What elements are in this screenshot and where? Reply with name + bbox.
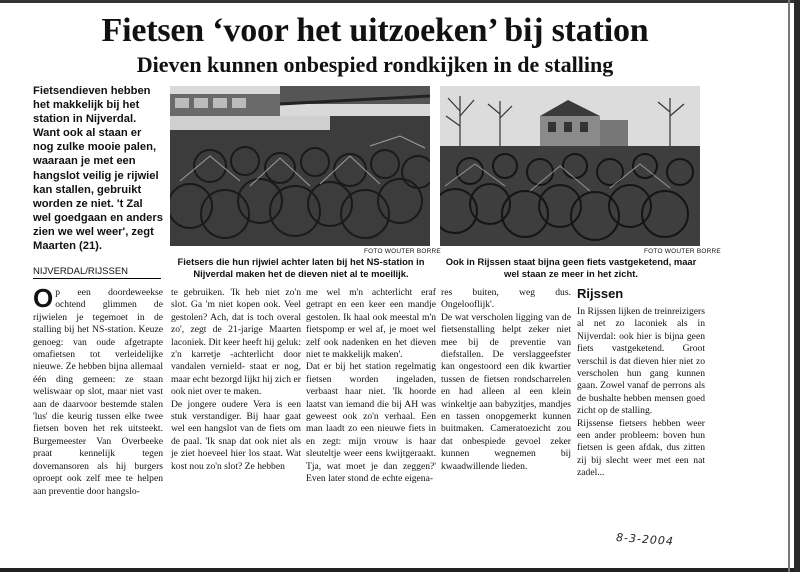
- subheadline: Dieven kunnen onbespied rondkijken in de stalling: [136, 52, 614, 77]
- photo-credit-2: FOTO WOUTER BORRE: [644, 248, 721, 255]
- photo-credit-1: FOTO WOUTER BORRE: [364, 248, 441, 255]
- handwritten-date: 8-3-2004: [615, 530, 675, 549]
- column-3-text: me wel m'n achterlicht eraf getrapt en een keer een mandje gestolen. Ik haal ook meestal m'n fietspomp er wel af, je moet wel zelf ook nadenken en het dieven niet te makkelijk maken'.: [306, 287, 436, 361]
- column-5-text: In Rijssen lijken de treinreizigers al net zo laconiek als in Nijverdal: ook hier is bijna geen fiets vastgeketend. Groot verschil is dat dieven hier niet zo verscholen hun gang kunnen gaan. Zowel vanaf de perrons als de bushalte hebben mensen goed zicht op de stalling.: [577, 306, 705, 417]
- column-3-text-b: Dat er bij het station regelmatig fietsen worden ingeladen, verbaast haar niet. 'Ik hoorde laatst van iemand die bij AH was geweest ook zo'n verhaal. Een man laadt zo een nieuwe fiets in en zegt: mijn vrouw is haar sleuteltje weer eens kwijtgeraakt. Tja, wat moet je dan zeggen?' Even later stond de echte eigena-: [306, 361, 436, 485]
- scan-edge: [794, 0, 800, 572]
- article-column-3: [306, 287, 436, 486]
- article-column-2: [171, 287, 301, 473]
- column-4-text-b: De wat verscholen ligging van de fietsenstalling helpt zeker niet mee bij de preventie van diefstallen. De verslaggeefster kan ongestoord een dik kwartier tussen de fietsen rondscharrelen en had alleen al een klein winkeltje aan babyzitjes, mandjes en tassen onopgemerkt kunnen buitmaken. Cameratoezicht zou dat onbespiede gevoel zeker kunnen wegnemen bij kwaadwillende lieden.: [441, 311, 571, 472]
- caption-2: Ook in Rijssen staat bijna geen fiets vastgeketend, maar wel staan ze meer in het zicht.: [445, 256, 697, 279]
- column-4-text: res buiten, weg dus. Ongelooflijk'.: [441, 287, 571, 311]
- headline: Fietsen ‘voor het uitzoeken’ bij station: [101, 12, 649, 49]
- section-heading-rijssen: Rijssen: [577, 286, 624, 301]
- column-1-text: p een doordeweekse ochtend glimmen de rijwielen je tegemoet in de stalling bij het NS-station. Keuze genoeg: van oude afgetrapte omafietsen tot verleidelijke nieuwe. Ze hebben bijna allemaal één ding gemeen: ze staan weliswaar op slot, maar niet vast aan de daarvoor bestemde stalen 'lus' die keurig tussen elke twee fietsen boven het rek uitsteekt. Burgemeester Van Overbeeke praat kennelijk tegen dovemansoren als hij burgers oproept ook zelf mee te helpen aan preventie door hangslo-: [33, 287, 163, 497]
- article-column-4: [441, 287, 571, 473]
- scan-edge-line: [788, 0, 790, 572]
- intro-text: Fietsendieven hebben het makkelijk bij het station in Nijverdal. Want ook al staan er nog zulke mooie palen, waaraan je met een hangslot veilig je rijwiel kan stallen, gebruikt worden ze niet. 't Zal wel goedgaan en anders zien we wel weer', zegt Maarten (21).: [33, 85, 163, 253]
- photo-nijverdal-image: [170, 86, 430, 246]
- article-column-5: [577, 306, 705, 480]
- column-5-text-b: Rijssense fietsers hebben weer een ander probleem: boven hun fietsen is geen afdak, dus zitten zij bij slecht weer met een nat zadel...: [577, 417, 705, 479]
- photo-rijssen-station: [440, 86, 700, 246]
- dropcap: O: [33, 283, 54, 313]
- column-2-text-b: De jongere oudere Vera is een stuk verstandiger. Bij haar gaat wel een hangslot van de fiets om de paal. 'Ik snap dat ook niet als je ziet hoeveel hier los staat. Wat kost nou zo'n slot? Ze hebben: [171, 398, 301, 472]
- photo-rijssen-image: [440, 86, 700, 246]
- byline: NIJVERDAL/RIJSSEN: [33, 266, 161, 279]
- article-column-1: [33, 283, 163, 498]
- caption-1: Fietsers die hun rijwiel achter laten bij het NS-station in Nijverdal maken het de dieven niet al te moeilijk.: [177, 256, 425, 279]
- column-2-text: te gebruiken. 'Ik heb niet zo'n slot. Ga 'm niet kopen ook. Veel gestolen? Ach, dat is toch overal zo', zegt de 21-jarige Maarten laconiek. Dit keer heeft hij geluk: z'n karretje -achterlicht door vandalen vernield- staat er nog, maar echt bezorgd lijkt hij zich er ook niet over te maken.: [171, 287, 301, 398]
- intro-paragraph: [33, 84, 163, 253]
- photo-nijverdal-stalling: [170, 86, 430, 246]
